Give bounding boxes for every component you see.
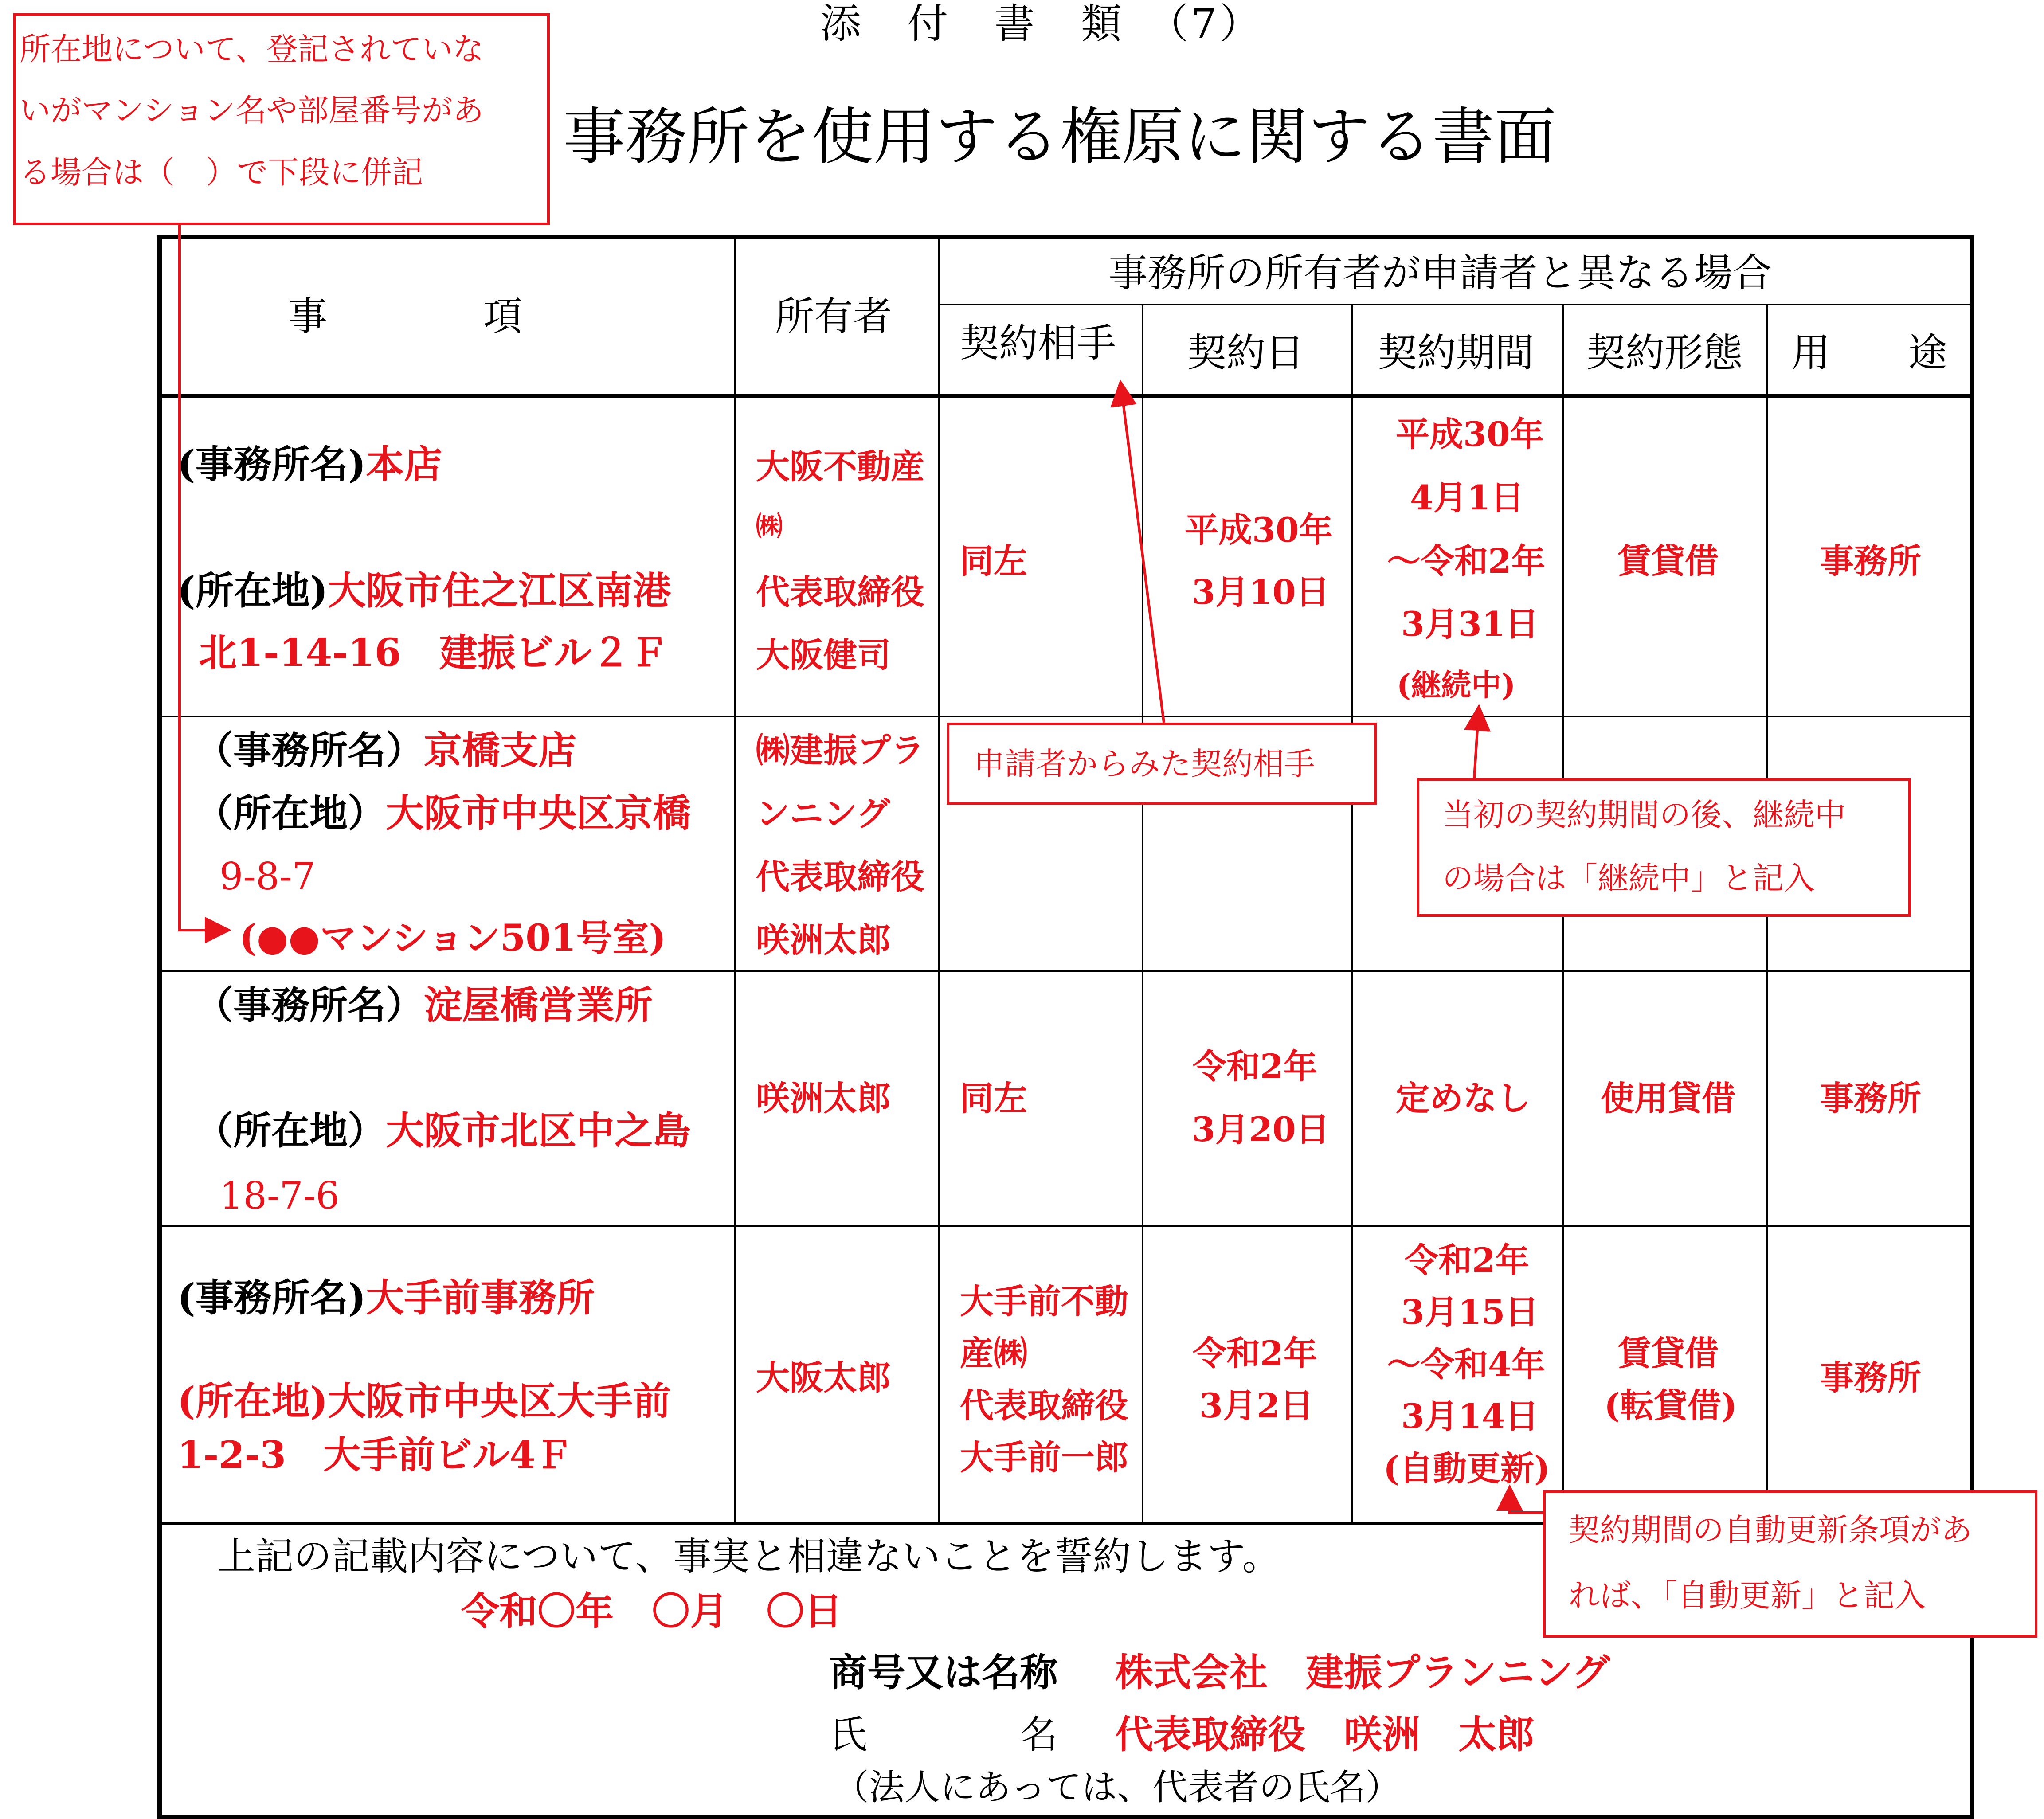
row1-partner: 同左 xyxy=(960,541,1027,581)
row4-date-1: 令和2年 xyxy=(1193,1334,1317,1373)
partner-note-box: 申請者からみた契約相手 xyxy=(947,723,1377,805)
row3-partner: 同左 xyxy=(960,1079,1027,1118)
header-partner: 契約相手 xyxy=(960,320,1116,366)
row1-location-2: 北1-14-16 建振ビル２Ｆ xyxy=(199,630,668,675)
arrow-address xyxy=(180,225,226,930)
row3-period: 定めなし xyxy=(1396,1079,1531,1118)
row3-location-2: 18-7-6 xyxy=(219,1174,340,1217)
row2-name: （事務所名）京橋支店 xyxy=(195,728,576,773)
row1-date-1: 平成30年 xyxy=(1185,510,1333,550)
row1-owner-2: ㈱ xyxy=(756,511,783,542)
row3-form: 使用貸借 xyxy=(1601,1079,1735,1118)
corp-note: （法人にあっては、代表者の氏名） xyxy=(834,1767,1401,1808)
auto-note-box: 契約期間の自動更新条項があ れば、「自動更新」と記入 xyxy=(1543,1490,2037,1638)
header-date: 契約日 xyxy=(1187,330,1305,376)
address-note-box: 所在地について、登記されていな いがマンション名や部屋番号があ る場合は（ ）で下段に併記 xyxy=(13,13,550,225)
row2-location: （所在地）大阪市中央区京橋 xyxy=(195,791,691,836)
header-item: 事 項 xyxy=(288,293,523,339)
row2-location-2: 9-8-7 xyxy=(219,855,316,898)
arrow-auto xyxy=(1510,1490,1543,1513)
header-use: 用 途 xyxy=(1791,330,1948,376)
header-form: 契約形態 xyxy=(1586,330,1743,376)
row3-date-1: 令和2年 xyxy=(1193,1047,1317,1086)
trade-name-label: 商号又は名称 xyxy=(829,1650,1058,1695)
row4-partner-4: 大手前一郎 xyxy=(960,1438,1128,1477)
row4-use: 事務所 xyxy=(1820,1358,1921,1397)
name-value: 代表取締役 咲洲 太郎 xyxy=(1115,1712,1535,1757)
row1-period-5: (継続中) xyxy=(1397,668,1516,703)
continue-note-box: 当初の契約期間の後、継続中 の場合は「継続中」と記入 xyxy=(1417,778,1911,917)
arrow-continue xyxy=(1474,709,1479,778)
row4-owner: 大阪太郎 xyxy=(756,1358,891,1397)
row1-location: (所在地)大阪市住之江区南港 xyxy=(177,568,671,613)
row1-owner-4: 大阪健司 xyxy=(756,635,891,675)
header-group: 事務所の所有者が申請者と異なる場合 xyxy=(1108,250,1772,296)
row4-form-1: 賃貸借 xyxy=(1617,1334,1719,1373)
row4-form-2: (転貸借) xyxy=(1604,1386,1737,1425)
header-owner: 所有者 xyxy=(775,293,893,339)
row4-name: (事務所名)大手前事務所 xyxy=(177,1275,595,1320)
arrow-partner xyxy=(1121,385,1164,723)
row1-period-4: 3月31日 xyxy=(1401,604,1539,644)
row1-use: 事務所 xyxy=(1820,541,1921,581)
pledge-text: 上記の記載内容について、事実と相違ないことを誓約します。 xyxy=(217,1534,1280,1579)
row1-period-2: 4月1日 xyxy=(1410,478,1524,517)
row4-period-5: (自動更新) xyxy=(1383,1449,1550,1488)
row2-owner-2: ンニング xyxy=(756,794,890,833)
row4-date-2: 3月2日 xyxy=(1199,1386,1314,1425)
row4-partner-2: 産㈱ xyxy=(960,1334,1027,1373)
row4-period-4: 3月14日 xyxy=(1401,1397,1539,1436)
pledge-date: 令和〇年 〇月 〇日 xyxy=(461,1589,842,1634)
attachment-label: 添 付 書 類 （7） xyxy=(820,0,1263,47)
page-title: 事務所を使用する権原に関する書面 xyxy=(563,101,1557,173)
row4-partner-3: 代表取締役 xyxy=(960,1386,1128,1425)
row1-date-2: 3月10日 xyxy=(1192,572,1330,612)
row3-name: （事務所名）淀屋橋営業所 xyxy=(195,983,653,1028)
row1-period-3: ～令和2年 xyxy=(1387,541,1545,581)
row4-period-3: ～令和4年 xyxy=(1387,1345,1545,1384)
row2-owner-4: 咲洲太郎 xyxy=(756,920,891,960)
header-period: 契約期間 xyxy=(1378,330,1535,376)
row3-location: （所在地）大阪市北区中之島 xyxy=(195,1108,691,1153)
row1-owner-3: 代表取締役 xyxy=(756,572,924,612)
trade-name-value: 株式会社 建振プランニング xyxy=(1115,1650,1610,1695)
row4-period-2: 3月15日 xyxy=(1401,1292,1539,1332)
name-label: 氏 名 xyxy=(829,1713,1058,1757)
row4-period-1: 令和2年 xyxy=(1405,1240,1529,1280)
row1-period-1: 平成30年 xyxy=(1396,415,1544,454)
row2-location-3: (●●マンション501号室) xyxy=(239,917,666,959)
row1-name: (事務所名)本店 xyxy=(177,442,442,487)
row1-form: 賃貸借 xyxy=(1617,541,1719,581)
row3-owner: 咲洲太郎 xyxy=(756,1079,891,1118)
row3-date-2: 3月20日 xyxy=(1192,1110,1330,1149)
row3-use: 事務所 xyxy=(1820,1079,1921,1118)
row2-owner-1: ㈱建振プラ xyxy=(756,731,924,770)
row4-location: (所在地)大阪市中央区大手前 xyxy=(177,1379,671,1424)
row4-location-2: 1-2-3 大手前ビル4Ｆ xyxy=(177,1433,573,1477)
row4-partner-1: 大手前不動 xyxy=(960,1282,1128,1321)
row2-owner-3: 代表取締役 xyxy=(756,857,924,896)
row1-owner-1: 大阪不動産 xyxy=(756,447,924,486)
